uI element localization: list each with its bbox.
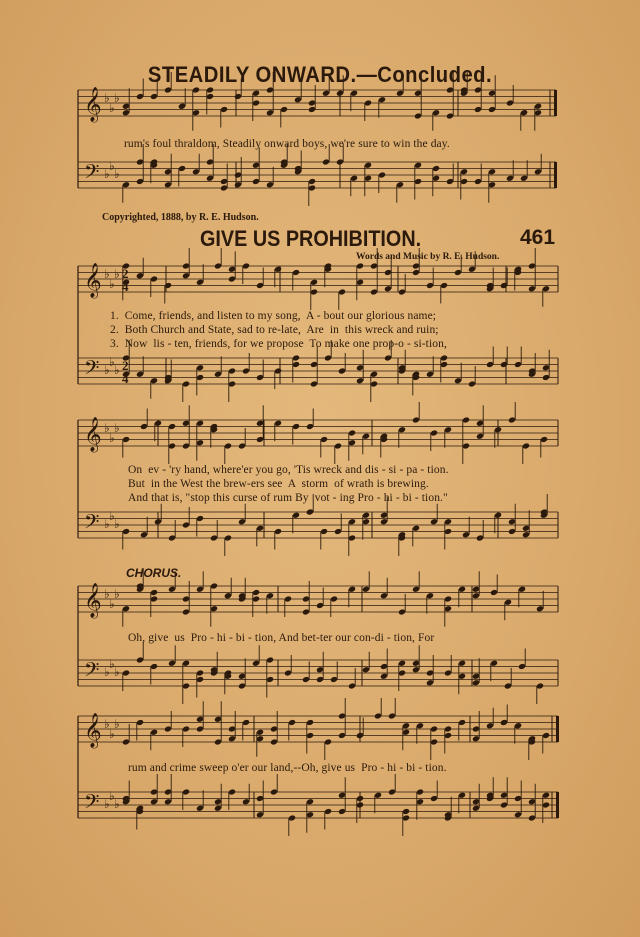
svg-text:♭: ♭ <box>114 363 120 377</box>
chorus-label: CHORUS. <box>126 566 182 580</box>
svg-text:𝄞: 𝄞 <box>84 417 102 452</box>
svg-text:4: 4 <box>122 371 129 386</box>
chorus-line-1: Oh, give us Pro - hi - bi - tion, And bet-ter our con-di - tion, For <box>128 632 435 644</box>
svg-text:♭: ♭ <box>114 665 120 679</box>
svg-text:2: 2 <box>122 358 129 373</box>
chorus-line-2: rum and crime sweep o'er our land,--Oh, give us Pro - hi - bi - tion. <box>128 762 447 774</box>
svg-text:𝄢: 𝄢 <box>84 790 100 818</box>
svg-text:♭: ♭ <box>104 267 110 281</box>
svg-text:♭: ♭ <box>104 717 110 731</box>
song2-title: GIVE US PROHIBITION. <box>200 226 422 251</box>
svg-text:♭: ♭ <box>109 355 115 369</box>
svg-text:♭: ♭ <box>104 421 110 435</box>
song2-credit: Words and Music by R. E. Hudson. <box>356 252 500 262</box>
svg-text:♭: ♭ <box>114 91 120 105</box>
verse-1-line-b: On ev - 'ry hand, where'er you go, 'Tis wreck and dis - si - pa - tion. <box>128 464 449 476</box>
verse-2-line-b: But in the West the brew-ers see A storm of wrath is brewing. <box>128 478 429 490</box>
verse-3-line-a: 3. Now lis - ten, friends, for we propose To make one prop-o - si-tion, <box>110 338 447 350</box>
svg-text:♭: ♭ <box>104 91 110 105</box>
svg-text:𝄞: 𝄞 <box>84 87 102 122</box>
svg-text:♭: ♭ <box>104 517 110 531</box>
svg-text:𝄞: 𝄞 <box>84 713 102 748</box>
svg-text:𝄢: 𝄢 <box>84 510 100 538</box>
svg-text:4: 4 <box>122 279 129 294</box>
song1-title: STEADILY ONWARD.—Concluded. <box>147 62 493 87</box>
svg-text:♭: ♭ <box>109 657 115 671</box>
svg-text:♭: ♭ <box>104 363 110 377</box>
svg-text:♭: ♭ <box>104 797 110 811</box>
svg-text:♭: ♭ <box>109 789 115 803</box>
song1-copyright: Copyrighted, 1888, by R. E. Hudson. <box>102 212 259 223</box>
svg-text:♭: ♭ <box>114 167 120 181</box>
svg-text:♭: ♭ <box>109 597 115 611</box>
svg-text:♭: ♭ <box>109 277 115 291</box>
svg-text:♭: ♭ <box>109 727 115 741</box>
svg-text:♭: ♭ <box>104 587 110 601</box>
svg-text:♭: ♭ <box>109 159 115 173</box>
svg-text:♭: ♭ <box>114 587 120 601</box>
svg-text:♭: ♭ <box>104 665 110 679</box>
svg-text:♭: ♭ <box>114 717 120 731</box>
verse-1-line-a: 1. Come, friends, and listen to my song, A - bout our glorious name; <box>110 310 437 322</box>
verse-2-line-a: 2. Both Church and State, sad to re-late, Are in this wreck and ruin; <box>110 324 439 336</box>
svg-text:♭: ♭ <box>114 421 120 435</box>
svg-text:♭: ♭ <box>109 101 115 115</box>
svg-text:♭: ♭ <box>114 797 120 811</box>
svg-text:♭: ♭ <box>109 431 115 445</box>
svg-text:𝄢: 𝄢 <box>84 658 100 686</box>
song1-lyric: rum's foul thraldom, Steadily onward boys, we're sure to win the day. <box>124 138 450 150</box>
svg-text:♭: ♭ <box>114 267 120 281</box>
hymn-number: 461 <box>520 226 556 249</box>
svg-text:2: 2 <box>122 266 129 281</box>
svg-text:𝄞: 𝄞 <box>84 583 102 618</box>
svg-text:𝄢: 𝄢 <box>84 356 100 384</box>
svg-text:𝄞: 𝄞 <box>84 263 102 298</box>
verse-3-line-b: And that is, "stop this curse of rum By vot - ing Pro - hi - bi - tion." <box>128 492 448 504</box>
svg-text:𝄢: 𝄢 <box>84 160 100 188</box>
svg-text:♭: ♭ <box>114 517 120 531</box>
svg-text:♭: ♭ <box>109 509 115 523</box>
svg-text:♭: ♭ <box>104 167 110 181</box>
